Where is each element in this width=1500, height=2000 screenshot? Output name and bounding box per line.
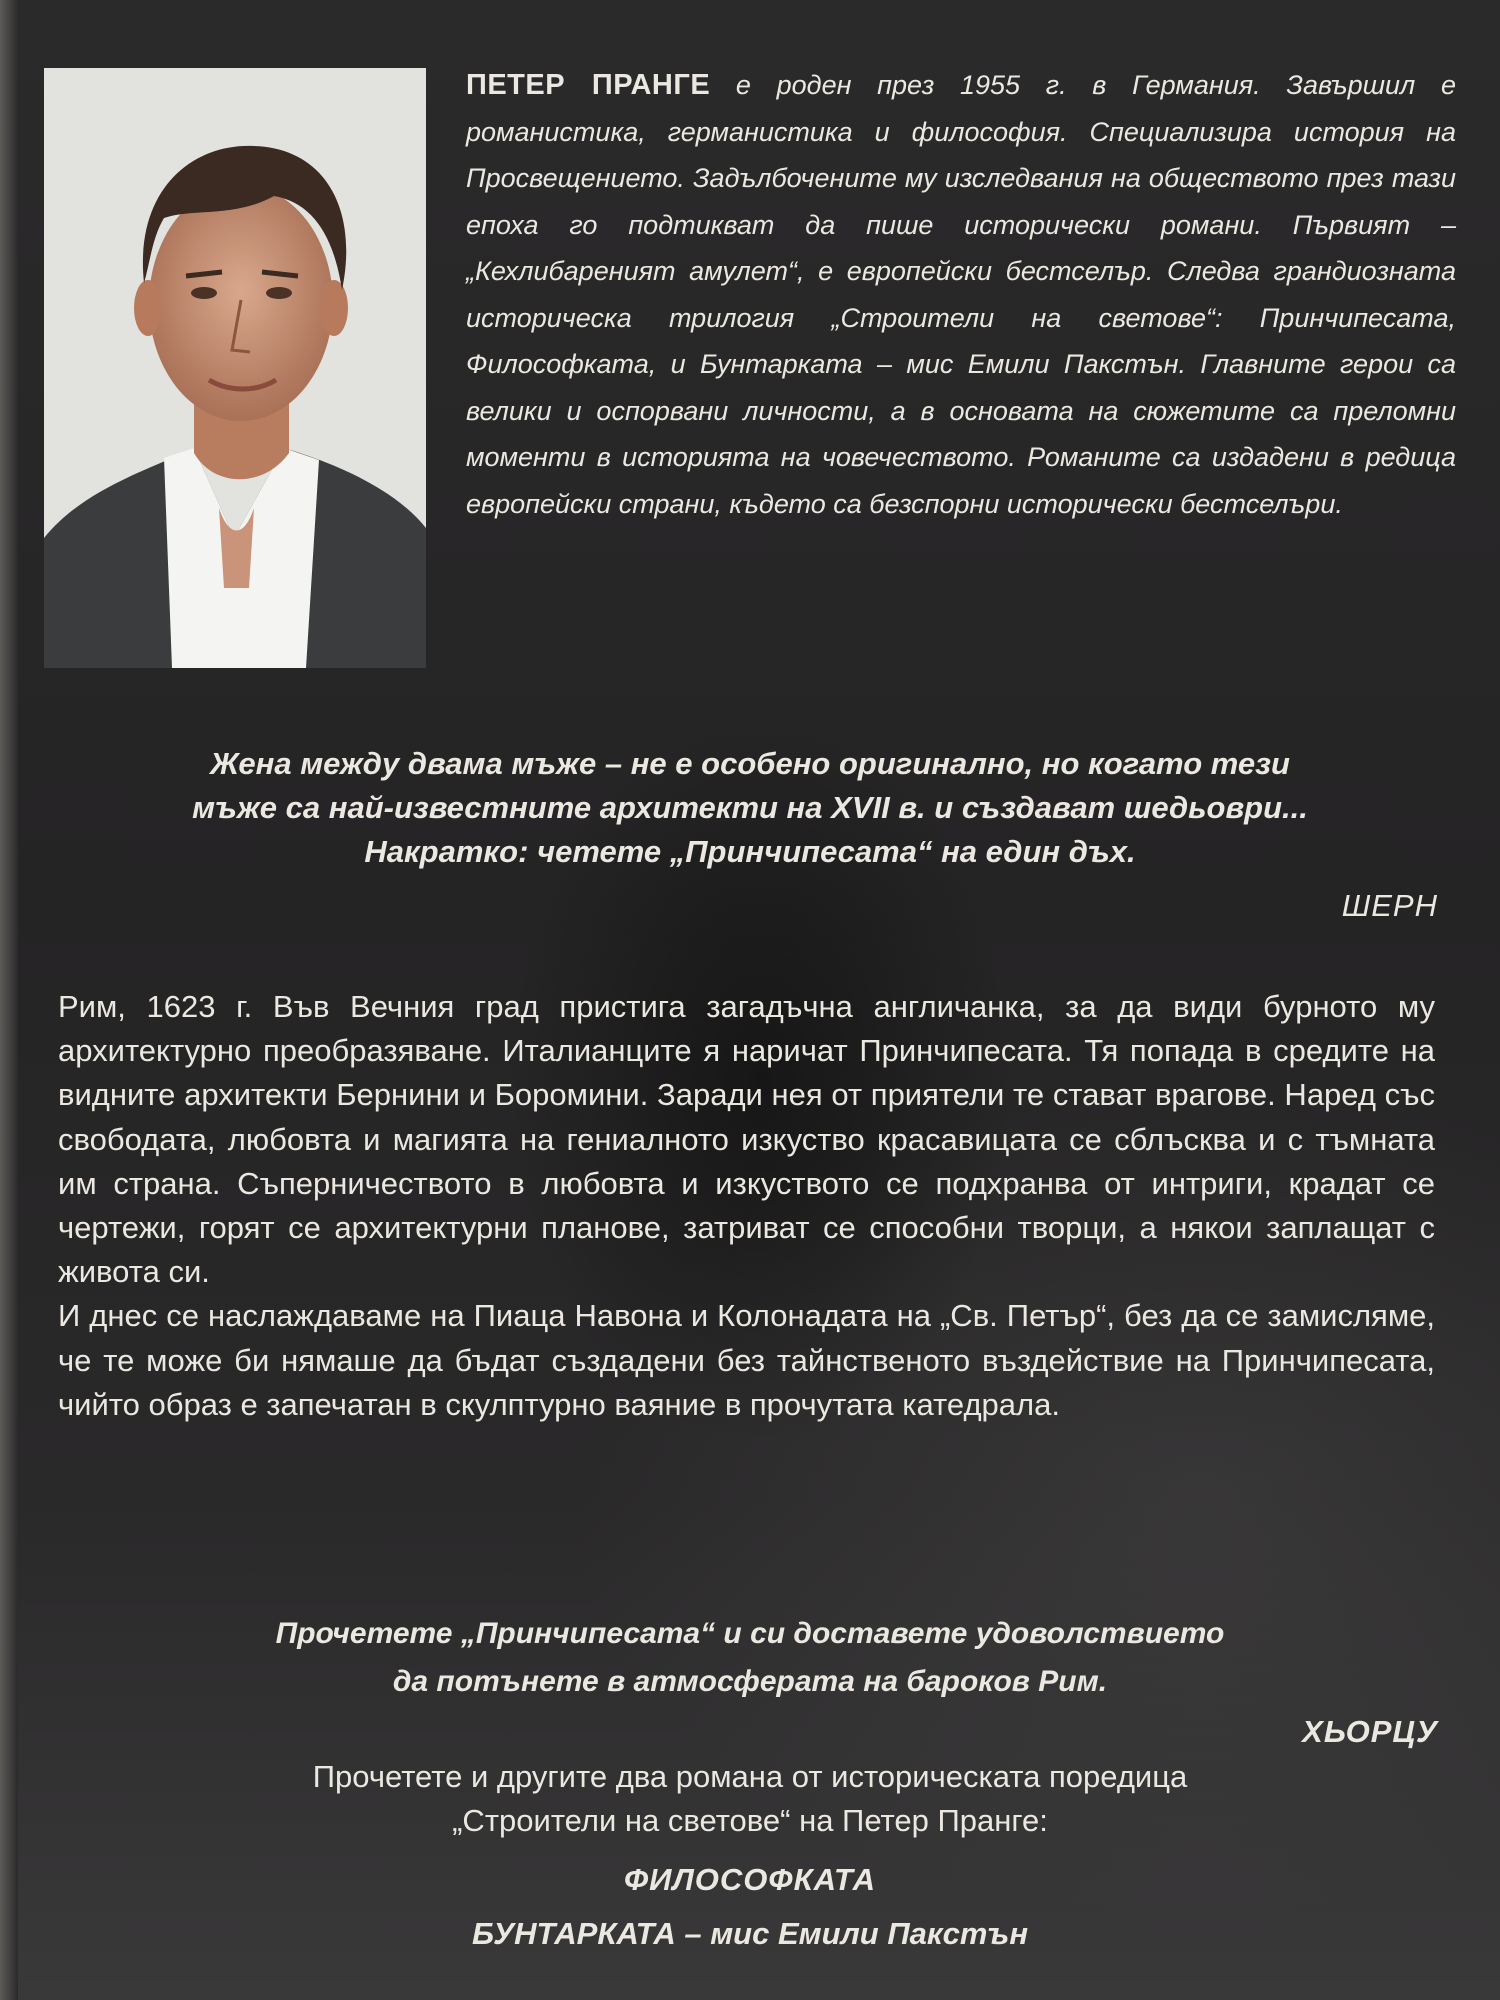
quote-line: Прочетете „Принчипесата“ и си доставете удоволствието (275, 1617, 1225, 1650)
author-bio-text: е роден през 1955 г. в Германия. Завършил е романистика, германистика и философия. Специализира история на Просвещението. Задълбочените му изследвания на обществото през тази епоха го подтикват да пише исторически романи. Първият – „Кехлибареният амулет“, е европейски бестселър. Следва грандиозната историческа трилогия „Строители на светове“: Принчипесата, Философката, и Бунтарката – мис Емили Пакстън. Главните герои са велики и оспорвани личности, а в основата на сюжетите са преломни моменти в историята на човечеството. Романите са издадени в редица европейски страни, където са безспорни исторически бестселъри. (466, 70, 1457, 519)
review-quote-1 (70, 742, 1430, 874)
quote-line: да потънете в атмосферата на бароков Рим. (392, 1665, 1108, 1698)
author-bio (466, 62, 1456, 527)
series-title-1: ФИЛОСОФКАТА (623, 1862, 877, 1897)
series-intro-line-2: „Строители на светове“ на Петер Пранге: (452, 1803, 1048, 1838)
quote-line: Накратко: четете „Принчипесата“ на един дъх. (364, 834, 1136, 869)
cover-edge (0, 0, 18, 2000)
quote-source-2: ХЬОРЦУ (1302, 1714, 1438, 1749)
book-synopsis (58, 985, 1435, 1427)
synopsis-paragraph-1: Рим, 1623 г. Във Вечния град пристига загадъчна англичанка, за да види бурното му архитектурно преобразяване. Италианците я наричат Принчипесата. Тя попада в средите на видните архитекти Бернини и Боромини. Заради нея от приятели те стават врагове. Наред със свободата, любовта и магията на гениалното изкуство красавицата се сблъсква и с тъмната им страна. Съперничеството в любовта и изкуството се подхранва от интриги, крадат се чертежи, горят се архитектурни планове, затриват се способни творци, а някои заплащат с живота си. (58, 989, 1435, 1290)
series-title-2: БУНТАРКАТА – мис Емили Пакстън (471, 1916, 1029, 1951)
review-quote-2 (70, 1610, 1430, 1706)
quote-line: Жена между двама мъже – не е особено оригинално, но когато тези (210, 746, 1290, 781)
author-portrait-image (44, 68, 426, 668)
quote-line: мъже са най-известните архитекти на XVII в. и създават шедьоври... (192, 790, 1308, 825)
author-photo (44, 68, 426, 668)
series-intro-line-1: Прочетете и другите два романа от историческата поредица (312, 1759, 1188, 1794)
quote-source-1: ШЕРН (1341, 888, 1438, 923)
author-name: ПЕТЕР ПРАНГЕ (466, 69, 711, 101)
synopsis-paragraph-2: И днес се наслаждаваме на Пиаца Навона и Колонадата на „Св. Петър“, без да се замисляме, че те може би нямаше да бъдат създадени без тайнственото въздействие на Принчипесата, чийто образ е запечатан в скулптурно ваяние в прочутата катедрала. (58, 1298, 1435, 1422)
